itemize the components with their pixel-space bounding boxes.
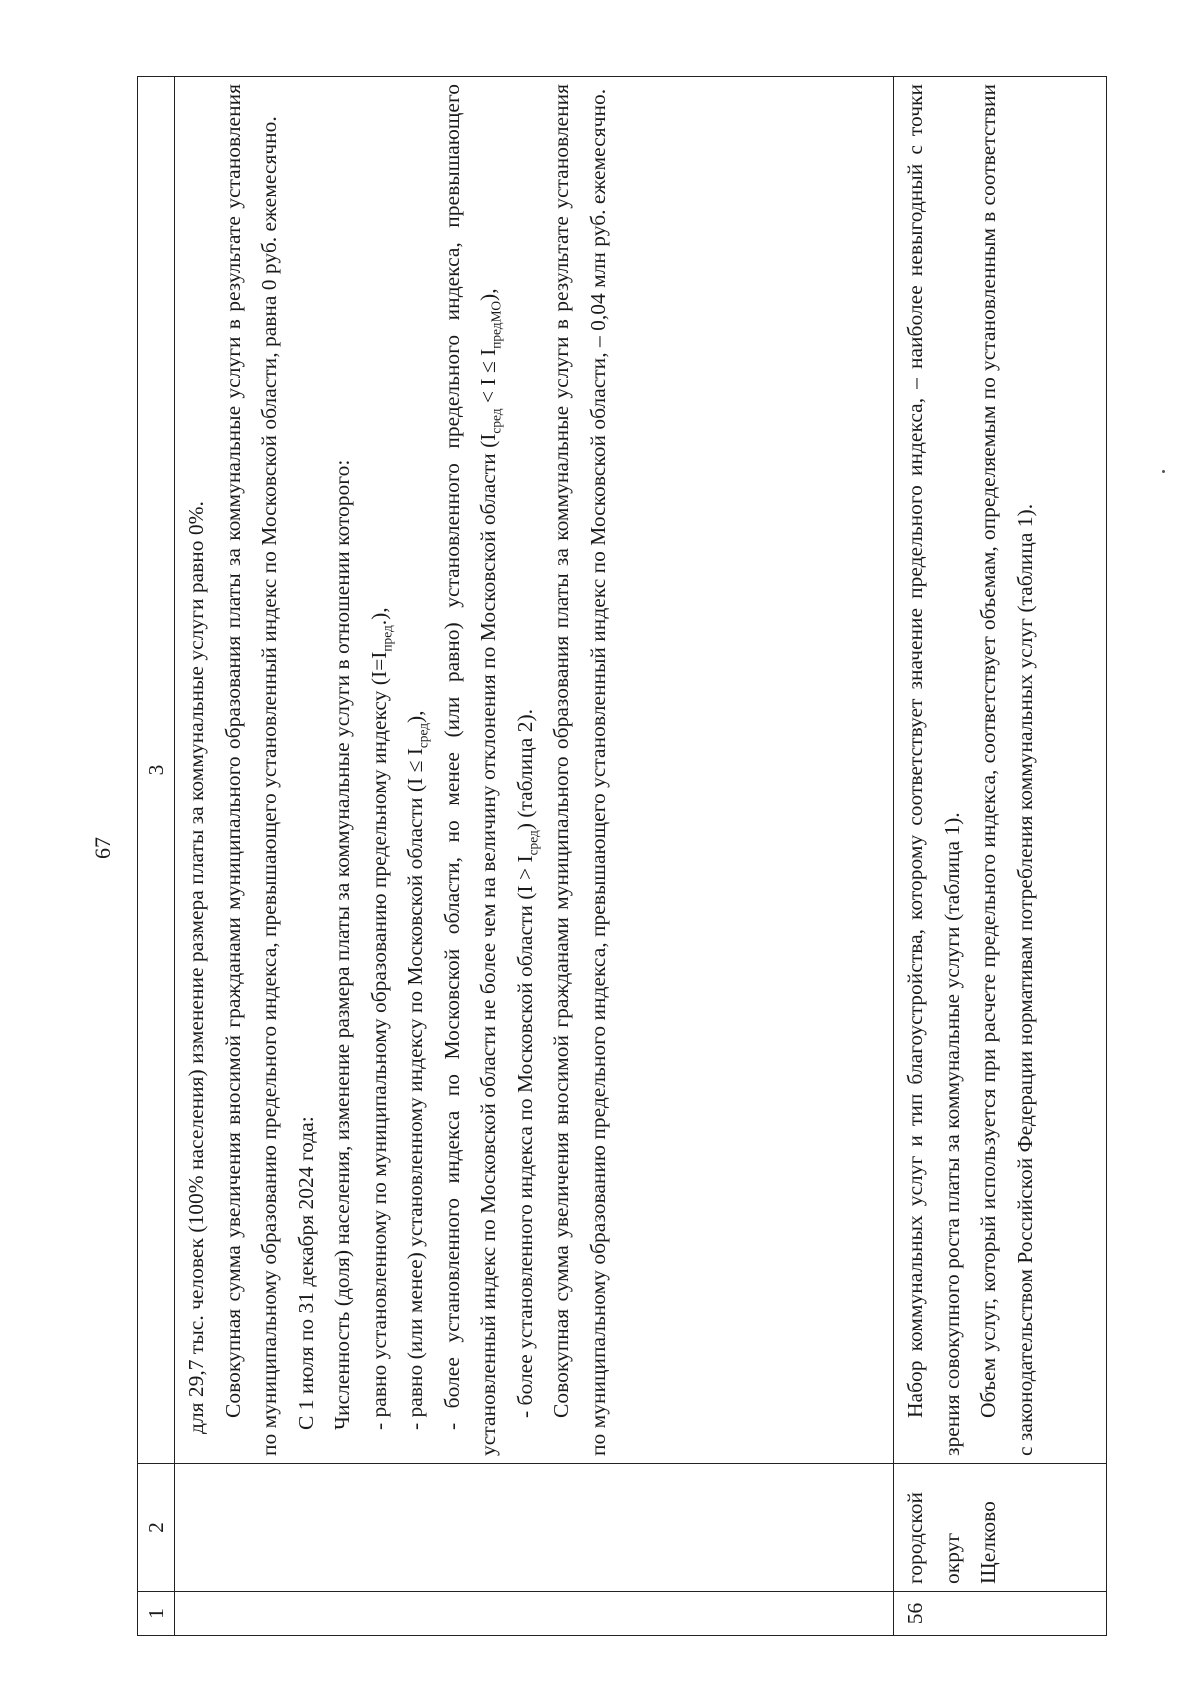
scan-artifact	[1162, 470, 1165, 473]
header-col-2: 2	[138, 1464, 175, 1592]
cell-description	[894, 77, 1107, 1464]
bullet-equal-limit: - равно установленному по муниципальному образованию предельному индексу $(I=I_{пред}.)$,	[366, 607, 394, 1430]
cell-description	[175, 77, 894, 1464]
index-table	[137, 76, 1107, 1636]
paragraph-total-sum: Совокупная сумма увеличения вносимой гражданами муниципального образования платы за коммунальные услуги в результате установления по муниципальному образованию предельного индекса, превышающего установленный индекс по Московской области, равна 0 руб. ежемесячно.	[220, 84, 281, 1456]
bullet-equal-or-less: - равно (или менее) установленному индексу по Московской области $(I \le I_{сред})$,	[403, 710, 431, 1430]
page-number: 67	[90, 837, 115, 859]
paragraph-total-sum-2: Совокупная сумма увеличения вносимой гражданами муниципального образования платы за коммунальные услуги в результате установления по муниципальному образованию предельного индекса, превышающего установленный индекс по Московской области, – 0,04 млн руб. ежемесячно.	[549, 84, 610, 1456]
table-header-row	[138, 77, 175, 1636]
table-row-continued	[175, 77, 894, 1636]
cell-name-empty	[175, 1464, 894, 1592]
municipality-name: городской округ Щелково	[894, 1464, 1107, 1592]
table-row-56	[894, 77, 1107, 1636]
bullet-more-but-within: - более установленного индекса по Московской области, но менее (или равно) установленного предельного индекса, превышающего установленный индекс по Московской области не более чем на величину отклонения по Московской области $(I_{сред} < I \le I_{предМО})$,	[439, 84, 504, 1456]
paragraph-population-share: для 29,7 тыс. человек (100% населения) изменение размера платы за коммунальные услуги равно 0%.	[184, 501, 208, 1434]
bullet-more-than-index: - более установленного индекса по Московской области $(I > I_{сред})$ (таблица 2).	[512, 709, 540, 1418]
paragraph-period: С 1 июля по 31 декабря 2024 года:	[293, 1116, 318, 1430]
header-col-1: 1	[138, 1592, 175, 1636]
row-number: 56	[894, 1592, 1107, 1636]
cell-number-empty	[175, 1592, 894, 1636]
paragraph-service-set: Набор коммунальных услуг и тип благоустройства, которому соответствует значение предельного индекса, – наиболее невыгодный с точки зрения совокупного роста платы за коммунальные услуги (таблица 1).	[903, 84, 964, 1456]
paragraph-service-volume: Объем услуг, который используется при расчете предельного индекса, соответствует объемам, определяемым по установленным в соответствии с законодательством Российской Федерации нормативам потребления коммунальных услуг (таблица 1).	[976, 84, 1037, 1456]
paragraph-population-intro: Численность (доля) населения, изменение размера платы за коммунальные услуги в отношении которого:	[330, 459, 354, 1430]
rotated-table-wrapper	[137, 76, 1107, 1636]
header-col-3: 3	[138, 77, 175, 1464]
